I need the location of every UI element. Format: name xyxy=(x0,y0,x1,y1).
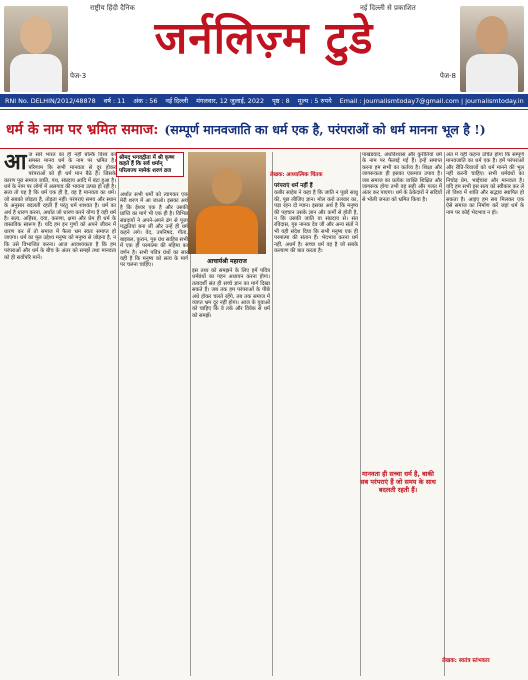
column-2-text: अर्थात सभी धर्मों को त्यागकर एक मेरी शरण में आ जाओ। इसका अर्थ है कि ईश्वर एक है और उसकी प्राप्ति का मार्ग भी एक ही है। विभिन्न संप्रदायों ने अपने-अपने ढंग से पूजा पद्धतियां बना लीं और उन्हें ही धर्म कहने लगे। वेद, उपनिषद, गीता, बाइबल, कुरान, गुरु ग्रंथ साहिब सभी में एक ही परमात्मा की महिमा का वर्णन है। सभी पवित्र ग्रंथों का सार यही है कि मनुष्य को सत्य के मार्ग पर चलना चाहिए। xyxy=(120,192,188,269)
column-divider xyxy=(272,152,273,676)
headline-sub: (सम्पूर्ण मानवजाति का धर्म एक है, परंपराओं को धर्म मानना भूल है !) xyxy=(164,121,486,137)
column-6 xyxy=(446,152,524,676)
drop-cap: आ xyxy=(4,152,27,175)
column-1 xyxy=(4,152,116,676)
headline-main: धर्म के नाम पर भ्रमित समाज: xyxy=(6,121,159,138)
author-line: लेखक: आध्यात्मिक चिंतक xyxy=(270,172,323,178)
column-divider xyxy=(444,152,445,676)
newspaper-title: जर्नलिज़्म टुडे xyxy=(154,13,374,64)
photo-caption: आचार्यश्री महाराज xyxy=(207,258,247,265)
column-1-text: ज सारे भारत का ही नहीं बल्कि विश्व का समस्त मानव धर्म के नाम पर भ्रमित है। परिणाम कि सभी मानवता से दूर होकर परंपराओं को ही धर्म मान बैठे हैं। जिसके कारण पूरा समाज जाति, पंथ, संप्रदाय आदि में बंटा हुआ है। धर्म के नाम पर लोगों में अलगाव की भावना उत्पन्न हो रही है। सत्य तो यह है कि धर्म एक ही है, वह है मानवता का धर्म। जो सबको जोड़ता है, तोड़ता नहीं। परंपराएं समय और स्थान के अनुसार बदलती रहती हैं परंतु धर्म शाश्वत है। धर्म का अर्थ है धारण करना, अर्थात जो धारण करने योग्य है वही धर्म है। सत्य, अहिंसा, दया, करुणा, क्षमा और प्रेम ही धर्म के वास्तविक स्वरूप हैं। यदि हम इन गुणों को अपने जीवन में धारण कर लें तो समाज में फैला भ्रम स्वतः समाप्त हो जाएगा। धर्म का मूल उद्देश्य मनुष्य को मनुष्य से जोड़ना है, न कि उसे विभाजित करना। आज आवश्यकता है कि हम परंपराओं और धर्म के बीच के अंतर को समझें तथा मानवता को ही सर्वोपरि मानें। xyxy=(4,152,116,261)
signature-line: लेखक: स्वतंत्र स्तंभकार xyxy=(442,658,490,664)
price: मूल्य : 5 रुपये xyxy=(297,97,332,105)
masthead xyxy=(0,0,528,94)
subheading: परंपराएं धर्म नहीं हैं xyxy=(274,183,313,189)
tagline-right: नई दिल्ली से प्रकाशित xyxy=(360,4,416,12)
portrait-photo-left xyxy=(4,6,68,92)
rni-number: RNI No. DELHIN/2012/48878 xyxy=(5,96,96,105)
email-link[interactable]: Email : journalismtoday7@gmail.com | journalismtoday.in xyxy=(339,96,524,105)
year: वर्ष : 11 xyxy=(103,97,126,105)
column-divider xyxy=(360,152,361,676)
pages: पृष्ठ : 8 xyxy=(272,97,290,105)
page-number-right: पेज-8 xyxy=(439,72,456,80)
author-photo xyxy=(188,152,266,254)
issue: अंक : 56 xyxy=(133,97,158,105)
city: नई दिल्ली xyxy=(165,97,189,105)
headline xyxy=(0,109,528,149)
column-divider xyxy=(118,152,119,676)
column-4 xyxy=(274,152,358,676)
column-3-text: इस तथ्य को समझने के लिए हमें पवित्र धर्मग्रंथों का गहन अध्ययन करना होगा। तत्वदर्शी संत ही सच्चे ज्ञान का मार्ग दिखा सकते हैं। जब तक हम परंपराओं के पीछे अंधे होकर चलते रहेंगे, तब तक समाज में व्याप्त भ्रम दूर नहीं होगा। आज के युवाओं को चाहिए कि वे तर्क और विवेक से धर्म को समझें। xyxy=(192,268,270,319)
quote-box: श्रीमद् भगवद्गीता में श्री कृष्ण कहते हैं कि सर्व धर्मान् परित्यज्य मामेकं शरणं व्रज xyxy=(116,152,184,177)
date: मंगलवार, 12 जुलाई, 2022 xyxy=(196,97,265,105)
tagline-left: राष्ट्रीय हिंदी दैनिक xyxy=(90,4,135,12)
page-number-left: पेज-3 xyxy=(70,72,87,80)
column-6-text: अंत में यही कहना उचित होगा कि सम्पूर्ण मानवजाति का धर्म एक है। हमें परंपराओं और रीति-रिवाजों को धर्म मानने की भूल नहीं करनी चाहिए। सभी धर्मग्रंथों का निचोड़ प्रेम, भाईचारा और मानवता है। यदि हम सभी इस सत्य को स्वीकार कर लें तो विश्व में शांति और सद्भाव स्थापित हो सकता है। आइए हम सब मिलकर एक ऐसे समाज का निर्माण करें जहां धर्म के नाम पर कोई भेदभाव न हो। xyxy=(446,152,524,216)
column-2 xyxy=(120,152,188,676)
column-4-text: कबीर साहेब ने कहा है कि जाति न पूछो साधु की, पूछ लीजिए ज्ञान। मोल करो तलवार का, पड़ा रहन दो म्यान। इसका अर्थ है कि मनुष्य की पहचान उसके ज्ञान और कर्मों से होती है, न कि उसकी जाति या संप्रदाय से। संत रविदास, गुरु नानक देव जी और अन्य संतों ने भी यही संदेश दिया कि सभी मनुष्य एक ही परमात्मा की संतान हैं। भेदभाव करना धर्म नहीं, अधर्म है। सच्चा धर्म वह है जो सबके कल्याण की बात करता है। xyxy=(274,190,358,255)
portrait-photo-right xyxy=(460,6,524,92)
column-5 xyxy=(362,152,442,676)
info-bar xyxy=(0,94,528,107)
column-5-text: पाखंडवाद, अंधविश्वास और कुरीतियां धर्म के नाम पर फैलाई गई हैं। इन्हें समाप्त करना हम सभी का कर्तव्य है। शिक्षा और जागरूकता ही इसका एकमात्र उपाय है। जब समाज का प्रत्येक व्यक्ति शिक्षित और जागरूक होगा तभी वह सही और गलत में अंतर कर पाएगा। धर्म के ठेकेदारों ने सदियों से भोली जनता को भ्रमित किया है। xyxy=(362,152,442,203)
pull-quote: मानवता ही सच्चा धर्म है, बाकी सब परंपराएं हैं जो समय के साथ बदलती रहती हैं। xyxy=(360,470,436,494)
